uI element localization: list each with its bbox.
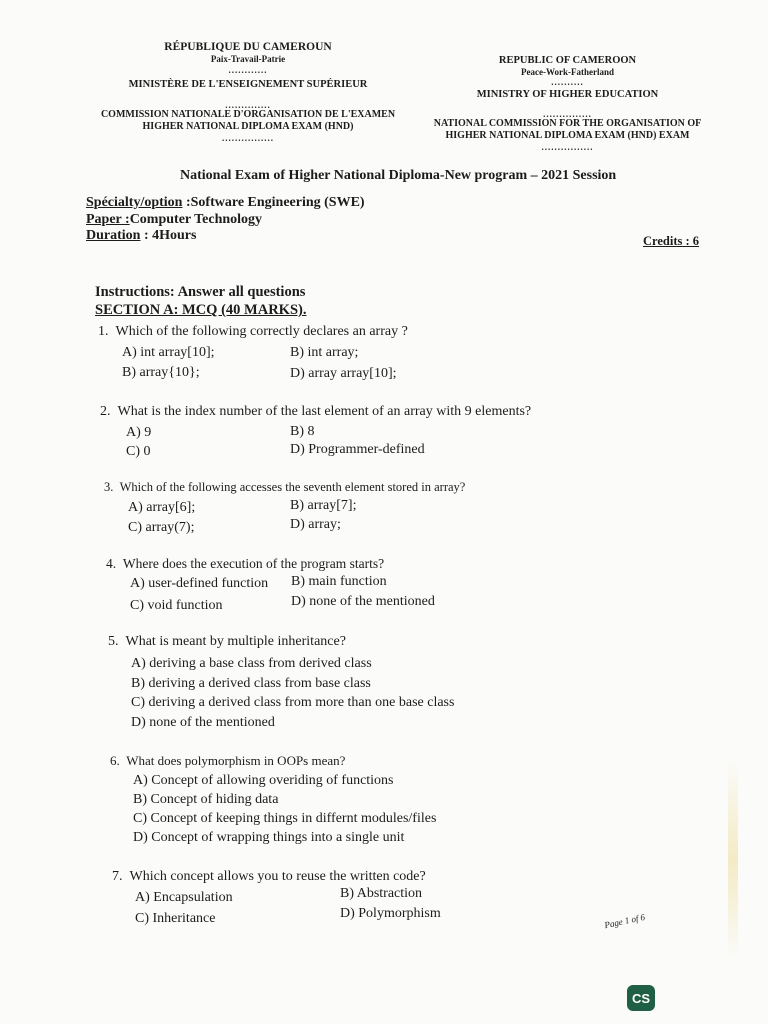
question-4 <box>106 556 384 572</box>
question-1 <box>98 324 408 340</box>
option-c: C) 0 <box>126 444 151 459</box>
question-5 <box>108 634 346 650</box>
option-b: B) deriving a derived class from base class <box>131 676 371 691</box>
option-a: A) deriving a base class from derived class <box>131 656 372 671</box>
option-a: A) array[6]; <box>128 500 196 515</box>
question-text: Which of the following correctly declares an array ? <box>115 324 408 339</box>
question-number: 1. <box>98 324 109 339</box>
exam-en: HIGHER NATIONAL DIPLOMA EXAM (HND) EXAM <box>445 130 690 142</box>
header-right <box>430 54 705 151</box>
paper-label: Paper : <box>86 212 130 227</box>
option-a: A) 9 <box>126 425 152 440</box>
page-number: Page 1 of 6 <box>603 911 646 931</box>
camscanner-badge: CS <box>627 985 655 1011</box>
question-text: What is meant by multiple inheritance? <box>125 634 346 649</box>
question-3 <box>104 480 465 495</box>
option-c: C) deriving a derived class from more than one base class <box>131 695 455 710</box>
option-c: C) Concept of keeping things in differnt modules/files <box>133 811 437 826</box>
specialty-line <box>86 195 365 211</box>
option-c: C) array(7); <box>128 520 195 535</box>
duration-label: Duration <box>86 228 141 243</box>
duration-line <box>86 228 196 244</box>
option-b: B) int array; <box>290 345 359 360</box>
country-en: REPUBLIC OF CAMEROON <box>498 55 637 66</box>
question-text: Which of the following accesses the seventh element stored in array? <box>119 480 466 494</box>
separator-dots: ............... <box>543 108 592 119</box>
section-title: SECTION A: MCQ (40 MARKS). <box>95 302 307 318</box>
exam-fr: HIGHER NATIONAL DIPLOMA EXAM (HND) <box>142 121 354 133</box>
option-d: D) Programmer-defined <box>290 442 425 457</box>
separator-dots: .......... <box>551 77 584 88</box>
option-d: D) none of the mentioned <box>131 715 275 730</box>
option-c: C) void function <box>130 598 223 613</box>
duration-value: : 4Hours <box>140 228 197 243</box>
question-number: 5. <box>108 634 119 649</box>
question-number: 2. <box>100 404 111 419</box>
scan-edge-shadow <box>728 760 738 960</box>
question-number: 3. <box>104 480 114 494</box>
option-b: B) Abstraction <box>340 886 423 901</box>
header-left <box>88 40 408 142</box>
question-text: What does polymorphism in OOPs mean? <box>126 753 346 768</box>
question-2 <box>100 404 531 420</box>
question-text: Where does the execution of the program starts? <box>122 556 385 571</box>
option-b: B) 8 <box>290 424 315 439</box>
question-7 <box>112 869 426 885</box>
paper-value: Computer Technology <box>129 212 263 227</box>
motto-en: Peace-Work-Fatherland <box>521 67 614 78</box>
option-b: B) array[7]; <box>290 498 357 513</box>
option-a: A) Encapsulation <box>135 890 233 905</box>
commission-en: NATIONAL COMMISSION FOR THE ORGANISATION OF <box>433 117 702 129</box>
separator-dots: ................ <box>541 141 594 152</box>
option-d: D) none of the mentioned <box>291 594 435 609</box>
commission-fr: COMMISSION NATIONALE D'ORGANISATION DE L'EXAMEN <box>100 108 396 120</box>
option-c: B) array{10}; <box>122 365 200 380</box>
question-text: Which concept allows you to reuse the written code? <box>129 869 426 884</box>
question-number: 7. <box>112 869 123 884</box>
question-number: 4. <box>106 556 117 571</box>
ministry-en: MINISTRY OF HIGHER EDUCATION <box>476 89 659 101</box>
credits: Credits : 6 <box>643 234 700 248</box>
exam-title: National Exam of Higher National Diploma-New program – 2021 Session <box>180 168 617 183</box>
motto-fr: Paix-Travail-Patrie <box>210 54 286 65</box>
question-6 <box>110 753 345 769</box>
country-fr: RÉPUBLIQUE DU CAMEROUN <box>164 41 332 53</box>
option-c: C) Inheritance <box>135 911 216 926</box>
question-number: 6. <box>110 753 120 768</box>
specialty-label: Spécialty/option <box>86 195 183 210</box>
option-b: B) Concept of hiding data <box>133 792 279 807</box>
separator-dots: ............ <box>228 64 268 75</box>
option-a: A) user-defined function <box>130 576 269 591</box>
option-d: D) array array[10]; <box>290 366 397 381</box>
option-a: A) Concept of allowing overiding of functions <box>133 773 394 788</box>
separator-dots: .............. <box>225 99 271 110</box>
option-d: D) Polymorphism <box>340 906 441 921</box>
option-b: B) main function <box>291 574 387 589</box>
paper-line <box>86 212 262 228</box>
specialty-value: :Software Engineering (SWE) <box>182 195 365 210</box>
option-d: D) Concept of wrapping things into a single unit <box>133 830 405 845</box>
option-d: D) array; <box>290 517 341 532</box>
ministry-fr: MINISTÈRE DE L'ENSEIGNEMENT SUPÉRIEUR <box>128 78 368 90</box>
option-a: A) int array[10]; <box>122 345 215 360</box>
instructions: Instructions: Answer all questions <box>95 284 306 300</box>
question-text: What is the index number of the last element of an array with 9 elements? <box>117 404 532 419</box>
separator-dots: ................ <box>222 132 274 143</box>
